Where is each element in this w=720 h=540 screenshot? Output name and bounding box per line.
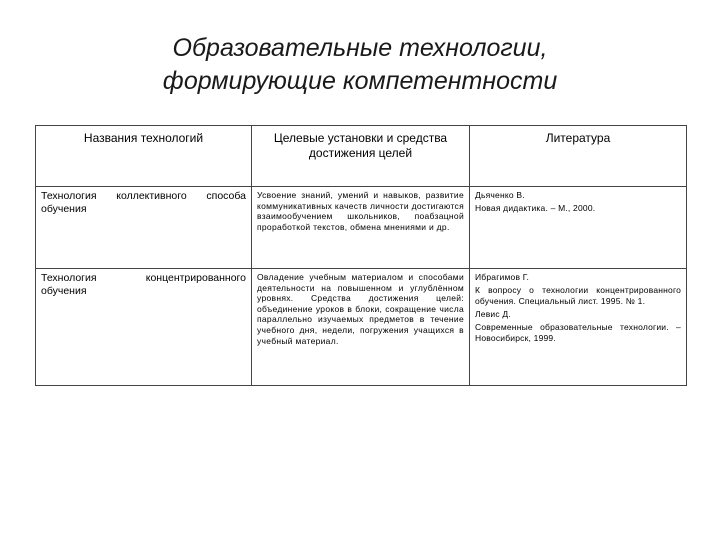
goals-cell: Усвоение знаний, умений и навыков, развитие коммуникативных качеств личности достигаются взаимообучением школьников, поабзацной проработкой текстов, обмена мнениями и др. bbox=[252, 187, 470, 269]
table-row bbox=[36, 187, 687, 269]
header-goals-and-means: Целевые установки и средства достижения целей bbox=[252, 126, 470, 187]
literature-author: Дьяченко В. bbox=[475, 190, 525, 200]
literature-title: Новая дидактика. – М., 2000. bbox=[475, 203, 596, 213]
table-row bbox=[36, 269, 687, 386]
title-line-2: формирующие компетентности bbox=[162, 67, 558, 95]
title-line-1: Образовательные технологии, bbox=[172, 34, 548, 62]
technology-name-cell: Технология коллективного способа обучения bbox=[36, 187, 252, 269]
goals-cell: Овладение учебным материалом и способами деятельности на повышенном и углублённом уровнях. Средства достижения целей: объединение уроков в блоки, сокращение числа параллельно изучаемых предметов в течение учебного дня, недели, погружения учащихся в учебный материал. bbox=[252, 269, 470, 386]
literature-author: Ибрагимов Г. bbox=[475, 272, 530, 282]
page-title bbox=[0, 32, 720, 98]
table-header-row bbox=[36, 126, 687, 187]
literature-author: Левис Д. bbox=[475, 309, 511, 319]
literature-cell bbox=[470, 187, 687, 269]
literature-cell bbox=[470, 269, 687, 386]
technologies-table bbox=[35, 125, 687, 386]
literature-title: Современные образовательные технологии. – Новосибирск, 1999. bbox=[475, 322, 681, 343]
header-technology-names: Названия технологий bbox=[36, 126, 252, 187]
header-literature: Литература bbox=[470, 126, 687, 187]
literature-title: К вопросу о технологии концентрированного обучения. Специальный лист. 1995. № 1. bbox=[475, 285, 681, 306]
technology-name-cell: Технология концентрированного обучения bbox=[36, 269, 252, 386]
